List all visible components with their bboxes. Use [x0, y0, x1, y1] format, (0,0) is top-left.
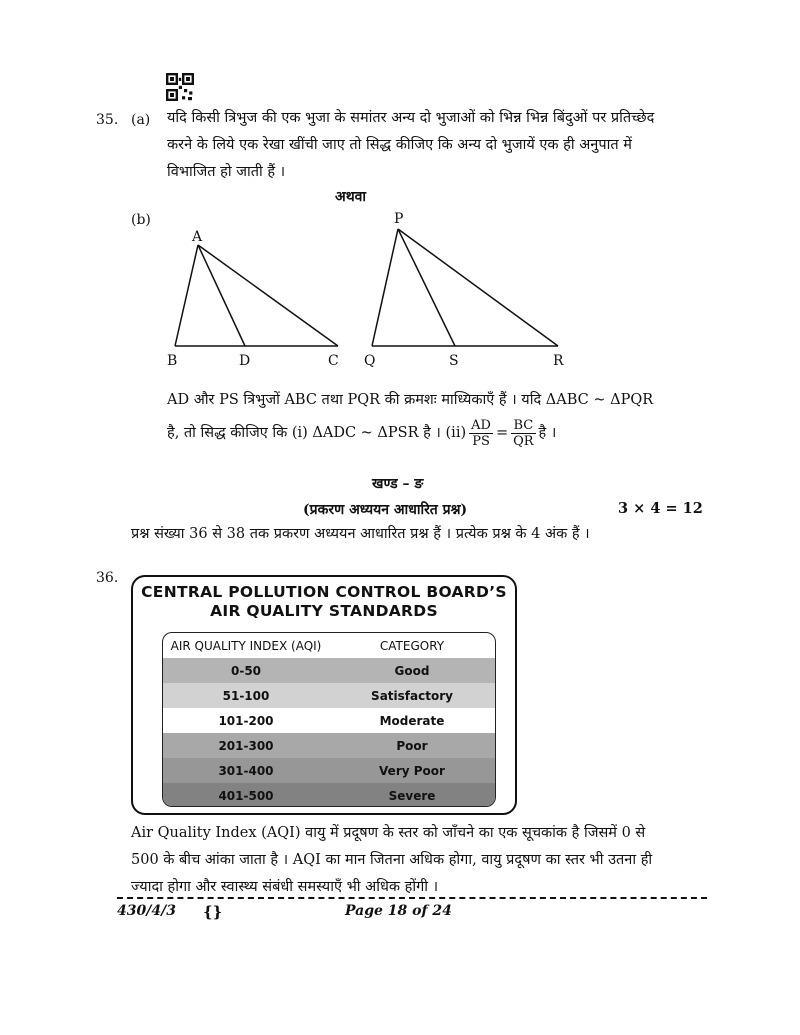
label-r: R — [553, 353, 564, 369]
part-a-line-3: विभाजित हो जाती हैं । — [167, 164, 286, 180]
aqi-category: Moderate — [379, 713, 445, 728]
equals-sign: = — [495, 425, 509, 441]
label-p: P — [394, 211, 404, 227]
footer-divider — [117, 897, 707, 899]
aqi-description-line-2: 500 के बीच आंका जाता है । AQI का मान जितना अधिक होगा, वायु प्रदूषण का स्तर भी उतना ही — [131, 852, 653, 868]
question-number-35: 35. — [96, 112, 119, 128]
fraction-bc-qr-numerator: BC — [511, 418, 535, 434]
poster-title-line-1: CENTRAL POLLUTION CONTROL BOARD’S — [141, 583, 507, 601]
section-marks: 3 × 4 = 12 — [618, 500, 703, 517]
fraction-ad-ps-denominator: PS — [472, 434, 490, 449]
label-d: D — [239, 353, 251, 369]
aqi-range: 301-400 — [218, 763, 274, 778]
triangles-figure — [150, 205, 580, 375]
aqi-category: Good — [394, 663, 430, 678]
table-row — [163, 733, 495, 758]
table-row — [163, 758, 495, 783]
label-q: Q — [364, 353, 376, 369]
table-row — [163, 783, 495, 807]
label-s: S — [449, 353, 459, 369]
aqi-range: 101-200 — [218, 713, 274, 728]
label-b: B — [167, 353, 178, 369]
footer-braces: {} — [203, 903, 223, 921]
paper-code: 430/4/3 — [117, 903, 176, 919]
aqi-description — [131, 820, 652, 901]
aqi-table — [162, 632, 496, 807]
aqi-category: Poor — [396, 738, 428, 753]
part-a-line-1: यदि किसी त्रिभुज की एक भुजा के समांतर अन्य दो भुजाओं को भिन्न भिन्न बिंदुओं पर प्रतिच्छेद — [167, 110, 655, 126]
part-a-line-2: करने के लिये एक रेखा खींची जाए तो सिद्ध कीजिए कि अन्य दो भुजायें एक ही अनुपात में — [167, 137, 632, 153]
table-row — [163, 683, 495, 708]
label-a: A — [192, 229, 203, 245]
aqi-table-header — [163, 633, 495, 658]
part-b-line-2-end: है । — [538, 425, 557, 441]
aqi-range: 51-100 — [222, 688, 270, 703]
table-row — [163, 658, 495, 683]
section-instruction: प्रश्न संख्या 36 से 38 तक प्रकरण अध्ययन आधारित प्रश्न हैं । प्रत्येक प्रश्न के 4 अंक हैं । — [131, 526, 590, 542]
aqi-range: 201-300 — [218, 738, 274, 753]
aqi-range: 0-50 — [230, 663, 262, 678]
page-number: Page 18 of 24 — [345, 903, 452, 919]
aqi-category: Very Poor — [379, 763, 445, 778]
fraction-bc-qr-denominator: QR — [513, 434, 534, 449]
aqi-range: 401-500 — [218, 788, 274, 803]
part-a-text — [167, 105, 707, 186]
header-category: CATEGORY — [379, 638, 445, 653]
air-quality-poster — [131, 575, 517, 815]
part-b-line-2 — [167, 418, 556, 449]
fraction-ad-ps — [469, 418, 493, 449]
question-number-36: 36. — [96, 570, 119, 586]
triangle-abc — [175, 245, 338, 346]
aqi-category: Severe — [388, 788, 436, 803]
part-b-line-2-start: है, तो सिद्ध कीजिए कि (i) ΔADC ~ ΔPSR है । (ii) — [167, 425, 467, 441]
aqi-description-line-3: ज्यादा होगा और स्वास्थ्य संबंधी समस्याएँ भी अधिक होंगी । — [131, 879, 439, 895]
fraction-ad-ps-numerator: AD — [471, 418, 491, 433]
table-row — [163, 708, 495, 733]
aqi-description-line-1: Air Quality Index (AQI) वायु में प्रदूषण के स्तर को जाँचने का एक सूचकांक है जिसमें 0 से — [131, 825, 646, 841]
triangle-pqr — [372, 229, 558, 346]
section-title: खण्ड – ङ — [372, 476, 424, 492]
part-a-label: (a) — [131, 112, 151, 128]
header-aqi: AIR QUALITY INDEX (AQI) — [170, 638, 322, 653]
section-subtitle: (प्रकरण अध्ययन आधारित प्रश्न) — [303, 502, 468, 518]
aqi-category: Satisfactory — [371, 688, 453, 703]
fraction-bc-qr — [511, 418, 535, 449]
or-heading: अथवा — [335, 189, 367, 205]
part-b-label: (b) — [131, 212, 151, 228]
label-c: C — [328, 353, 339, 369]
poster-title-line-2: AIR QUALITY STANDARDS — [210, 602, 438, 620]
part-b-line-1: AD और PS त्रिभुजों ABC तथा PQR की क्रमशः माध्यिकाएँ हैं । यदि ΔABC ~ ΔPQR — [167, 392, 654, 408]
qr-code-icon — [166, 73, 194, 101]
